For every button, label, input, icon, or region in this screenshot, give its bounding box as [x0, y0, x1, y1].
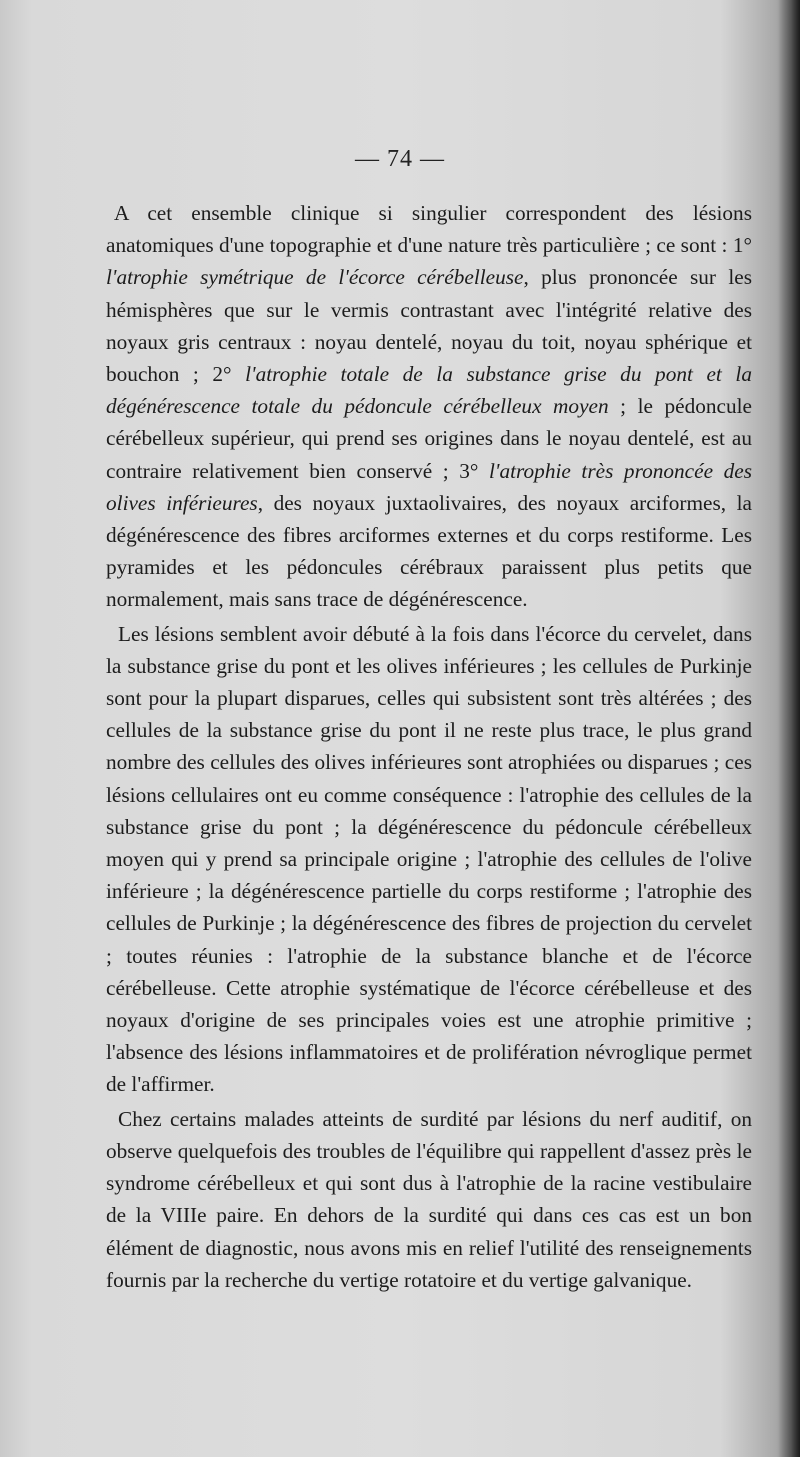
text-segment: , plus prononcée sur les hémisphères que sur le vermis contrastant avec l'intégrité relative des noyaux gris centraux : noyau dentelé, noyau du toit, noyau sphérique et bouchon ; 2°	[106, 265, 752, 387]
paragraph-1	[106, 197, 752, 616]
text-segment: , des noyaux juxtaolivaires, des noyaux arciformes, la dégénérescence des fibres arciformes externes et du corps restiforme. Les pyramides et les pédoncules cérébraux paraissent plus petits que normalement, mais sans trace de dégénérescence.	[106, 490, 752, 612]
paragraph-2	[106, 618, 752, 1101]
italic-segment: l'atrophie symétrique de l'écorce cérébelleuse	[106, 265, 524, 290]
text-segment: A cet ensemble clinique si singulier correspondent des lésions anatomiques d'une topographie et d'une nature très particulière ; ce sont : 1°	[106, 201, 752, 258]
italic-segment: l'atrophie totale de la substance grise du pont et la dégénérescence totale du pédoncule cérébelleux moyen	[106, 362, 752, 419]
page-number: — 74 —	[355, 146, 445, 172]
paragraph-3	[106, 1103, 752, 1296]
text-segment: ; le pédoncule cérébelleux supérieur, qui prend ses origines dans le noyau dentelé, est au contraire relativement bien conservé ; 3°	[106, 394, 753, 483]
page-edge-shadow	[778, 0, 800, 1457]
body-text	[106, 197, 752, 1296]
text-segment: Les lésions semblent avoir débuté à la fois dans l'écorce du cervelet, dans la substance grise du pont et les olives inférieures ; les cellules de Purkinje sont pour la plupart disparues, celles qui subsistent sont très altérées ; des cellules de la substance grise du pont il ne reste plus trace, le plus grand nombre des cellules des olives inférieures sont atrophiées ou disparues ; ces lésions cellulaires ont eu comme conséquence : l'atrophie des cellules de la substance grise du pont ; la dégénérescence du pédoncule cérébelleux moyen qui y prend sa principale origine ; l'atrophie des cellules de l'olive inférieure ; la dégénérescence partielle du corps restiforme ; l'atrophie des cellules de Purkinje ; la dégénérescence des fibres de projection du cervelet ; toutes réunies : l'atrophie de la substance blanche et de l'écorce cérébelleuse. Cette atrophie systématique de l'écorce cérébelleuse et des noyaux d'origine de ses principales voies est une atrophie primitive ; l'absence des lésions inflammatoires et de prolifération névroglique permet de l'affirmer.	[106, 621, 752, 1097]
italic-segment: l'atrophie très prononcée des olives inférieures	[106, 458, 752, 515]
text-segment: Chez certains malades atteints de surdité par lésions du nerf auditif, on observe quelquefois des troubles de l'équilibre qui rappellent d'assez près le syndrome cérébelleux et qui sont dus à l'atrophie de la racine vestibulaire de la VIIIe paire. En dehors de la surdité qui dans ces cas est un bon élément de diagnostic, nous avons mis en relief l'utilité des renseignements fournis par la recherche du vertige rotatoire et du vertige galvanique.	[106, 1106, 752, 1292]
